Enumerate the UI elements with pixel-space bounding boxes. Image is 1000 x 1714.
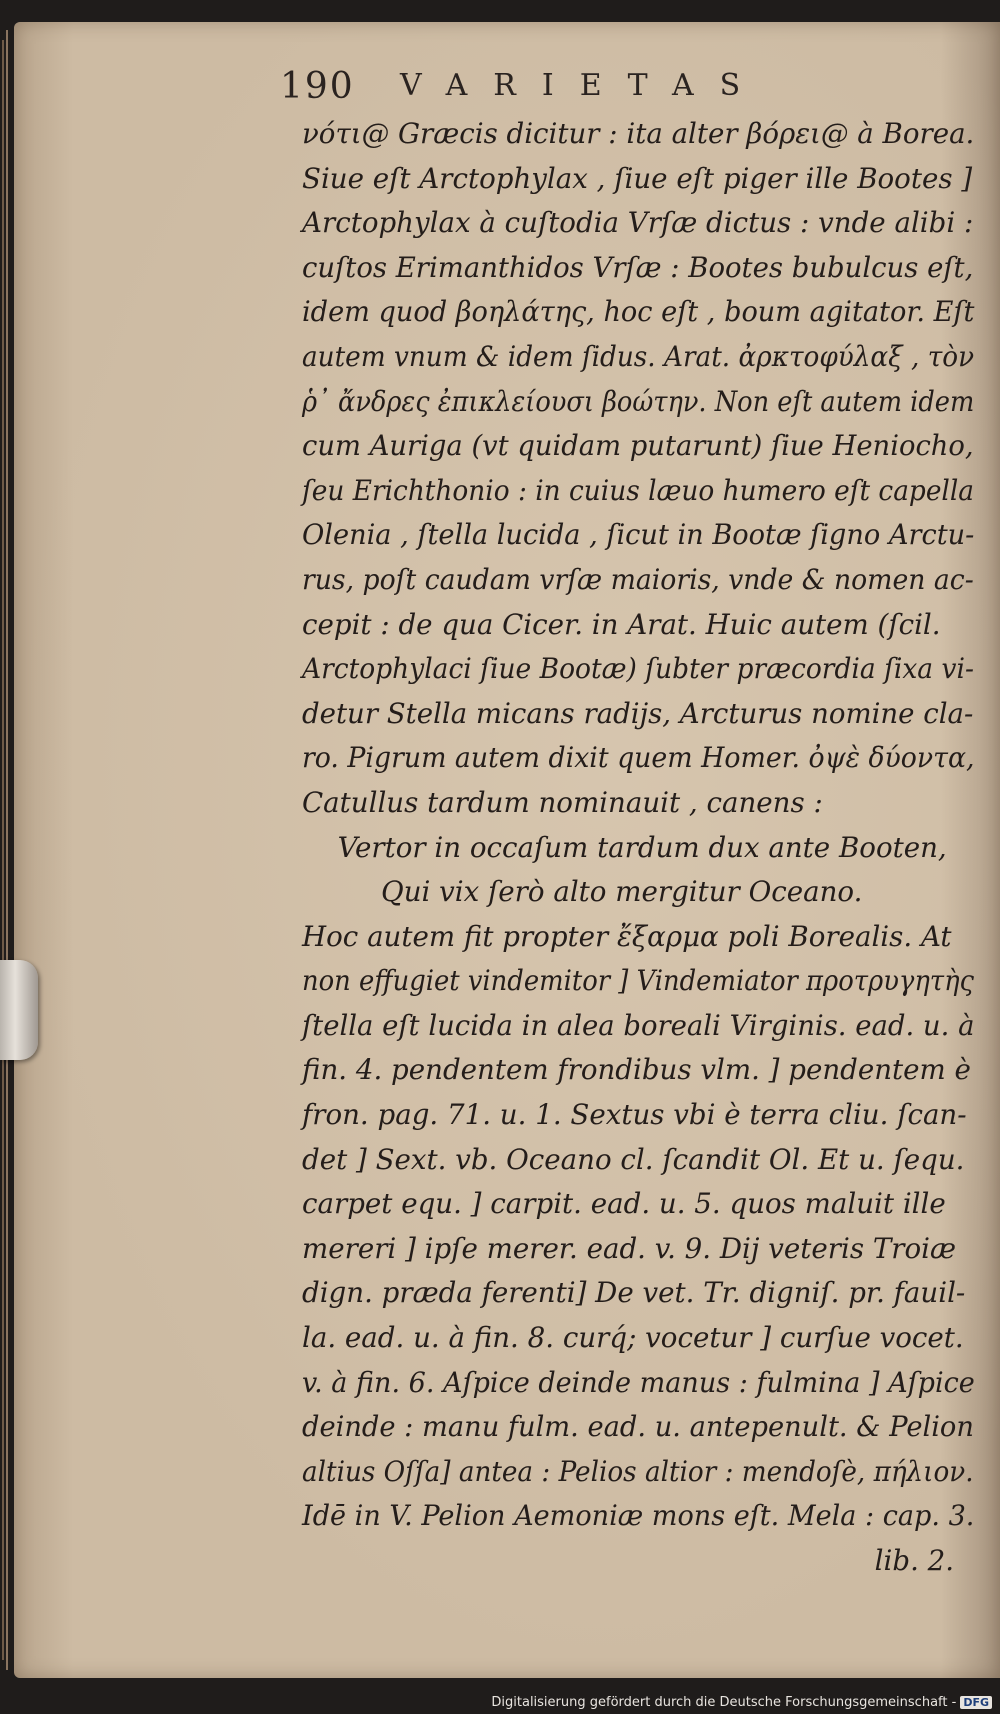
text-line: cepit : de qua Cicer. in Arat. Huic autem (ſcil. [302,607,941,641]
text-line: cuſtos Erimanthidos Vrſæ : Bootes bubulcus eſt, [302,250,974,284]
text-line: idem quod βοηλάτης, hoc eſt , boum agitator. Eſt [302,295,975,329]
text-line: lib. 2. [874,1544,955,1577]
body-text [302,112,982,1584]
text-line: carpet equ. ] carpit. ead. u. 5. quos maluit ille [302,1187,946,1221]
text-line: ſtella eſt lucida in alea boreali Virginis. ead. u. à [302,1008,975,1042]
text-line: non effugiet vindemitor ] Vindemiator προτρυγητὴς [302,964,975,998]
text-line: rus, poſt caudam vrſæ maioris, vnde & nomen ac- [302,562,974,596]
text-line: νότι@ Græcis dicitur : ita alter βόρει@ à Borea. [302,117,975,150]
text-line: det ] Sext. vb. Oceano cl. ſcandit Ol. Et u. ſequ. [302,1142,965,1176]
text-line: Arctophylax à cuſtodia Vrſæ dictus : vnde alibi : [302,206,974,240]
page-header [280,66,840,116]
dfg-logo: DFG [960,1696,992,1709]
page-number: 190 [280,66,355,107]
text-line: la. ead. u. à fin. 8. curq́; vocetur ] curſue vocet. [302,1321,964,1355]
text-line: ῥ᾽ ἄνδρες ἐπικλείουσι βοώτην. Non eſt autem idem [302,384,975,418]
text-line: detur Stella micans radijs, Arcturus nomine cla- [302,696,974,730]
text-line: Idē in V. Pelion Aemoniæ mons eſt. Mela : cap. 3. [302,1499,975,1533]
text-line: v. à fin. 6. Aſpice deinde manus : fulmina ] Aſpice [302,1365,975,1399]
text-line: ſeu Erichthonio : in cuius læuo humero eſt capella [302,473,975,507]
text-line: fin. 4. pendentem frondibus vlm. ] pendentem è [302,1053,971,1087]
text-line: Olenia , ſtella lucida , ſicut in Bootæ ſigno Arctu- [302,518,975,552]
credit-text: Digitalisierung gefördert durch die Deutsche Forschungsgemeinschaft - [491,1695,957,1710]
verse-line: Vertor in occaſum tardum dux ante Booten, [337,830,947,864]
text-line: mereri ] ipſe merer. ead. v. 9. Dij veteris Troiæ [302,1231,956,1265]
text-line: deinde : manu fulm. ead. u. antepenult. & Pelion [302,1410,974,1444]
text-line: autem vnum & idem ſidus. Arat. ἀρκτοφύλαξ , τὸν [302,339,975,373]
text-line: Siue eſt Arctophylax , ſiue eſt piger ille Bootes ] [302,161,973,195]
digitization-credit [491,1695,992,1710]
text-line: ro. Pigrum autem dixit quem Homer. ὀψὲ δύοντα, [302,741,975,775]
text-line: Hoc autem fit propter ἔξαρμα poli Borealis. At [302,919,952,953]
running-title: VARIETAS [400,68,767,103]
page-clip [0,960,38,1060]
verse-line: Qui vix ſerò alto mergitur Oceano. [381,875,863,909]
text-line: fron. pag. 71. u. 1. Sextus vbi è terra cliu. ſcan- [302,1098,967,1132]
text-line: altius Oſſa] antea : Pelios altior : mendoſè, πήλιον. [302,1454,974,1488]
text-line: Arctophylaci ſiue Bootæ) ſubter præcordia ſixa vi- [302,652,974,686]
text-line: dign. præda ferenti] De vet. Tr. digniſ. pr. fauil- [302,1276,966,1310]
text-line: Catullus tardum nominauit , canens : [302,785,823,819]
text-line: cum Auriga (vt quidam putarunt) ſiue Heniocho, [302,429,974,463]
